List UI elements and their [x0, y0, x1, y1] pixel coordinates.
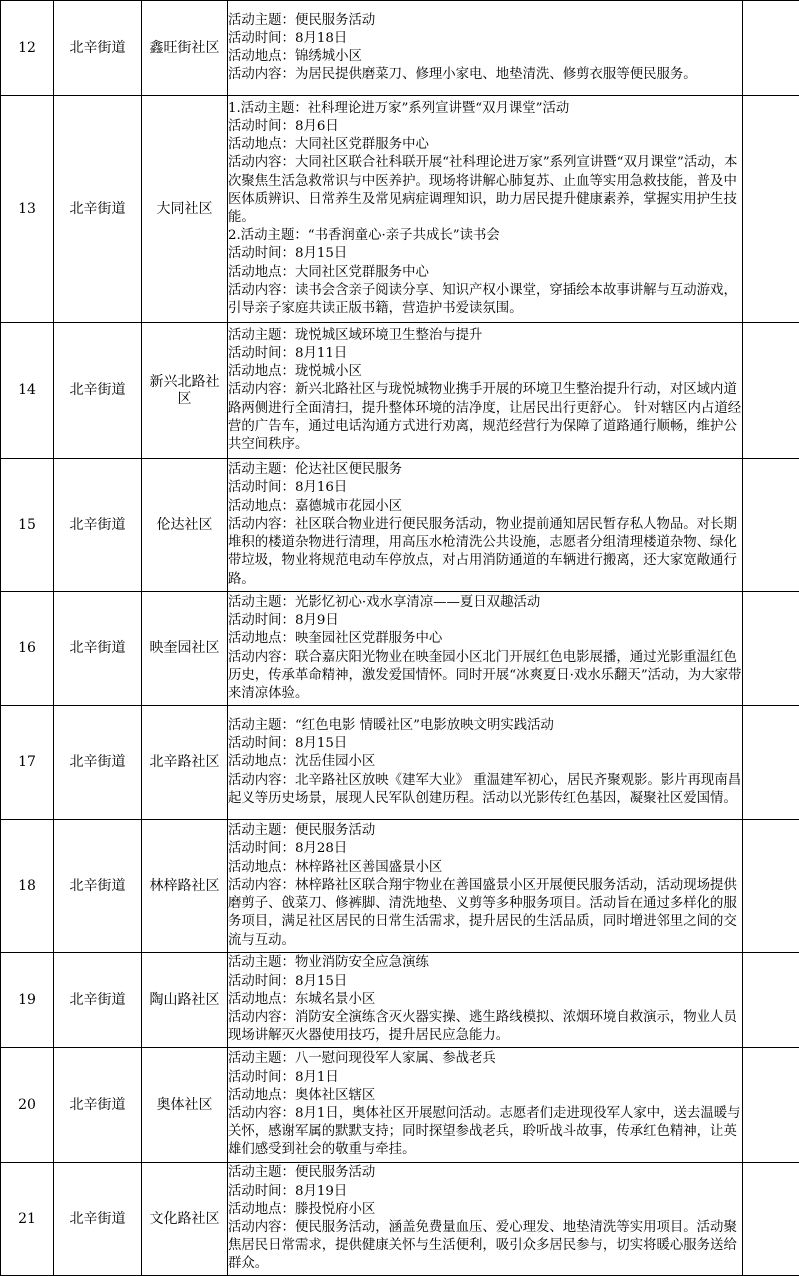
activity-content — [228, 1, 743, 96]
community-name — [142, 1048, 228, 1163]
activity-line: 活动主题：光影忆初心·戏水享清凉——夏日双趣活动 — [228, 594, 742, 612]
activity-line: 活动内容：消防安全演练含灭火器实操、逃生路线模拟、浓烟环境自救演示，物业人员现场讲解灭火器使用技巧，提升居民应急能力。 — [228, 1009, 742, 1045]
activity-content — [228, 706, 743, 820]
street-name: 北辛街道 — [54, 1048, 142, 1163]
activity-line: 活动地点：大同社区党群服务中心 — [228, 264, 742, 282]
community-name — [142, 459, 228, 592]
community-label: 映奎园社区 — [145, 640, 225, 657]
table-row — [1, 459, 799, 592]
community-name — [142, 96, 228, 323]
activity-line: 活动主题：珑悦城区域环境卫生整治与提升 — [228, 327, 742, 345]
activity-line: 活动内容：新兴北路社区与珑悦城物业携手开展的环境卫生整治提升行动，对区域内道路两侧进行全面清扫，提升整体环境的洁净度，让居民出行更舒心。 针对辖区内占道经营的广告车，通过电话沟通方式进行劝离，规范经营行为保障了道路通行顺畅，维护公共空间秩序。 — [228, 381, 742, 454]
activity-line: 活动主题：物业消防安全应急演练 — [228, 954, 742, 972]
row-number: 14 — [1, 323, 54, 459]
community-label: 奥体社区 — [145, 1097, 225, 1114]
activity-line: 活动主题：便民服务活动 — [228, 1164, 742, 1182]
remark-cell — [743, 1, 799, 96]
activity-line: 活动时间：8月16日 — [228, 479, 742, 497]
remark-cell — [743, 459, 799, 592]
activity-line: 活动内容：为居民提供磨菜刀、修理小家电、地垫清洗、修剪衣服等便民服务。 — [228, 66, 742, 84]
activity-line: 活动地点：东城名景小区 — [228, 991, 742, 1009]
street-name: 北辛街道 — [54, 820, 142, 953]
remark-cell — [743, 323, 799, 459]
activity-line: 活动地点：奥体社区辖区 — [228, 1087, 742, 1105]
street-name: 北辛街道 — [54, 1163, 142, 1276]
remark-cell — [743, 953, 799, 1048]
community-label: 林梓路社区 — [145, 878, 225, 895]
row-number: 13 — [1, 96, 54, 323]
street-name: 北辛街道 — [54, 706, 142, 820]
activity-content — [228, 820, 743, 953]
activity-line: 活动时间：8月18日 — [228, 30, 742, 48]
street-name: 北辛街道 — [54, 1, 142, 96]
community-name — [142, 953, 228, 1048]
row-number: 21 — [1, 1163, 54, 1276]
community-name — [142, 820, 228, 953]
community-label: 北辛路社区 — [145, 754, 225, 771]
activity-line: 活动时间：8月1日 — [228, 1069, 742, 1087]
activity-line: 活动时间：8月28日 — [228, 840, 742, 858]
table-row — [1, 820, 799, 953]
community-label: 伦达社区 — [145, 517, 225, 534]
activity-line: 活动内容：北辛路社区放映《建军大业》 重温建军初心，居民齐聚观影。影片再现南昌起义等历史场景，展现人民军队创建历程。活动以光影传红色基因，凝聚社区爱国情。 — [228, 772, 742, 808]
activity-line: 活动主题：“红色电影 情暖社区”电影放映文明实践活动 — [228, 717, 742, 735]
activity-line: 活动时间：8月11日 — [228, 345, 742, 363]
activity-line: 活动内容：林梓路社区联合翔宇物业在善国盛景小区开展便民服务活动，活动现场提供磨剪子、戗菜刀、修裤脚、清洗地垫、义剪等多种服务项目。活动旨在通过多样化的服务项目，满足社区居民的日常生活需求，提升居民的生活品质，同时增进邻里之间的交流与互动。 — [228, 877, 742, 950]
remark-cell — [743, 1163, 799, 1276]
remark-cell — [743, 96, 799, 323]
activity-line: 活动内容：大同社区联合社科联开展“社科理论进万家”系列宣讲暨“双月课堂”活动，本次聚焦生活急救常识与中医养护。现场将讲解心肺复苏、止血等实用急救技能，普及中医体质辨识、日常养生及常见病症调理知识，助力居民提升健康素养，掌握实用护生技能。 — [228, 154, 742, 227]
street-name: 北辛街道 — [54, 96, 142, 323]
table-row — [1, 1048, 799, 1163]
activity-line: 活动主题：伦达社区便民服务 — [228, 461, 742, 479]
remark-cell — [743, 592, 799, 706]
activity-line: 活动主题：便民服务活动 — [228, 822, 742, 840]
activity-line: 活动内容：社区联合物业进行便民服务活动，物业提前通知居民暂存私人物品。对长期堆积的楼道杂物进行清理，用高压水枪清洗公共设施，志愿者分组清理楼道杂物、绿化带垃圾，物业将规范电动车停放点，对占用消防通道的车辆进行搬离，还大家宽敞通行路。 — [228, 516, 742, 589]
activity-content — [228, 1048, 743, 1163]
community-label: 鑫旺街社区 — [145, 40, 225, 57]
activity-line: 活动时间：8月6日 — [228, 118, 742, 136]
community-label: 陶山路社区 — [145, 992, 225, 1009]
activity-line: 活动内容：便民服务活动，涵盖免费量血压、爱心理发、地垫清洗等实用项目。活动聚焦居民日常需求，提供健康关怀与生活便利，吸引众多居民参与，切实将暖心服务送给群众。 — [228, 1219, 742, 1274]
activity-line: 活动地点：沈岳佳园小区 — [228, 753, 742, 771]
activity-line: 活动地点：锦绣城小区 — [228, 48, 742, 66]
activity-line: 活动时间：8月15日 — [228, 735, 742, 753]
remark-cell — [743, 1048, 799, 1163]
row-number: 18 — [1, 820, 54, 953]
remark-cell — [743, 706, 799, 820]
community-name — [142, 592, 228, 706]
activity-content — [228, 96, 743, 323]
activity-line: 活动地点：嘉德城市花园小区 — [228, 498, 742, 516]
activity-line: 2.活动主题：“书香润童心·亲子共成长”读书会 — [228, 227, 742, 245]
table-row — [1, 1163, 799, 1276]
row-number: 16 — [1, 592, 54, 706]
activity-content — [228, 459, 743, 592]
activity-line: 活动地点：大同社区党群服务中心 — [228, 136, 742, 154]
street-name: 北辛街道 — [54, 953, 142, 1048]
activity-line: 活动地点：林梓路社区善国盛景小区 — [228, 859, 742, 877]
row-number: 12 — [1, 1, 54, 96]
activity-table-body — [1, 1, 799, 1276]
activity-line: 活动主题：八一慰问现役军人家属、参战老兵 — [228, 1050, 742, 1068]
activity-line: 活动内容：8月1日，奥体社区开展慰问活动。志愿者们走进现役军人家中，送去温暖与关怀，感谢军属的默默支持；同时探望参战老兵，聆听战斗故事，传承红色精神，让英雄们感受到社会的敬重与牵挂。 — [228, 1105, 742, 1160]
community-label: 新兴北路社区 — [145, 374, 225, 408]
community-name — [142, 1163, 228, 1276]
activity-content — [228, 323, 743, 459]
table-row — [1, 96, 799, 323]
community-name — [142, 706, 228, 820]
activity-content — [228, 953, 743, 1048]
community-label: 文化路社区 — [145, 1211, 225, 1228]
activity-content — [228, 592, 743, 706]
street-name: 北辛街道 — [54, 323, 142, 459]
table-row — [1, 706, 799, 820]
community-name — [142, 1, 228, 96]
activity-line: 活动地点：珑悦城小区 — [228, 363, 742, 381]
community-name — [142, 323, 228, 459]
table-row — [1, 1, 799, 96]
row-number: 19 — [1, 953, 54, 1048]
activity-line: 活动主题：便民服务活动 — [228, 12, 742, 30]
activity-line: 1.活动主题：社科理论进万家”系列宣讲暨“双月课堂”活动 — [228, 100, 742, 118]
community-label: 大同社区 — [145, 201, 225, 218]
activity-line: 活动时间：8月9日 — [228, 612, 742, 630]
street-name: 北辛街道 — [54, 592, 142, 706]
row-number: 15 — [1, 459, 54, 592]
remark-cell — [743, 820, 799, 953]
row-number: 17 — [1, 706, 54, 820]
row-number: 20 — [1, 1048, 54, 1163]
table-row — [1, 592, 799, 706]
activity-line: 活动时间：8月15日 — [228, 973, 742, 991]
activity-line: 活动地点：映奎园社区党群服务中心 — [228, 630, 742, 648]
activity-line: 活动内容：读书会含亲子阅读分享、知识产权小课堂，穿插绘本故事讲解与互动游戏，引导亲子家庭共读正版书籍，营造护书爱读氛围。 — [228, 282, 742, 318]
activity-line: 活动地点：滕投悦府小区 — [228, 1201, 742, 1219]
street-name: 北辛街道 — [54, 459, 142, 592]
activity-content — [228, 1163, 743, 1276]
table-row — [1, 323, 799, 459]
activity-line: 活动时间：8月15日 — [228, 245, 742, 263]
table-row — [1, 953, 799, 1048]
activity-line: 活动内容：联合嘉庆阳光物业在映奎园小区北门开展红色电影展播，通过光影重温红色历史，传承革命精神，激发爱国情怀。同时开展“冰爽夏日·戏水乐翻天”活动，为大家带来清凉体验。 — [228, 649, 742, 704]
activity-line: 活动时间：8月19日 — [228, 1183, 742, 1201]
